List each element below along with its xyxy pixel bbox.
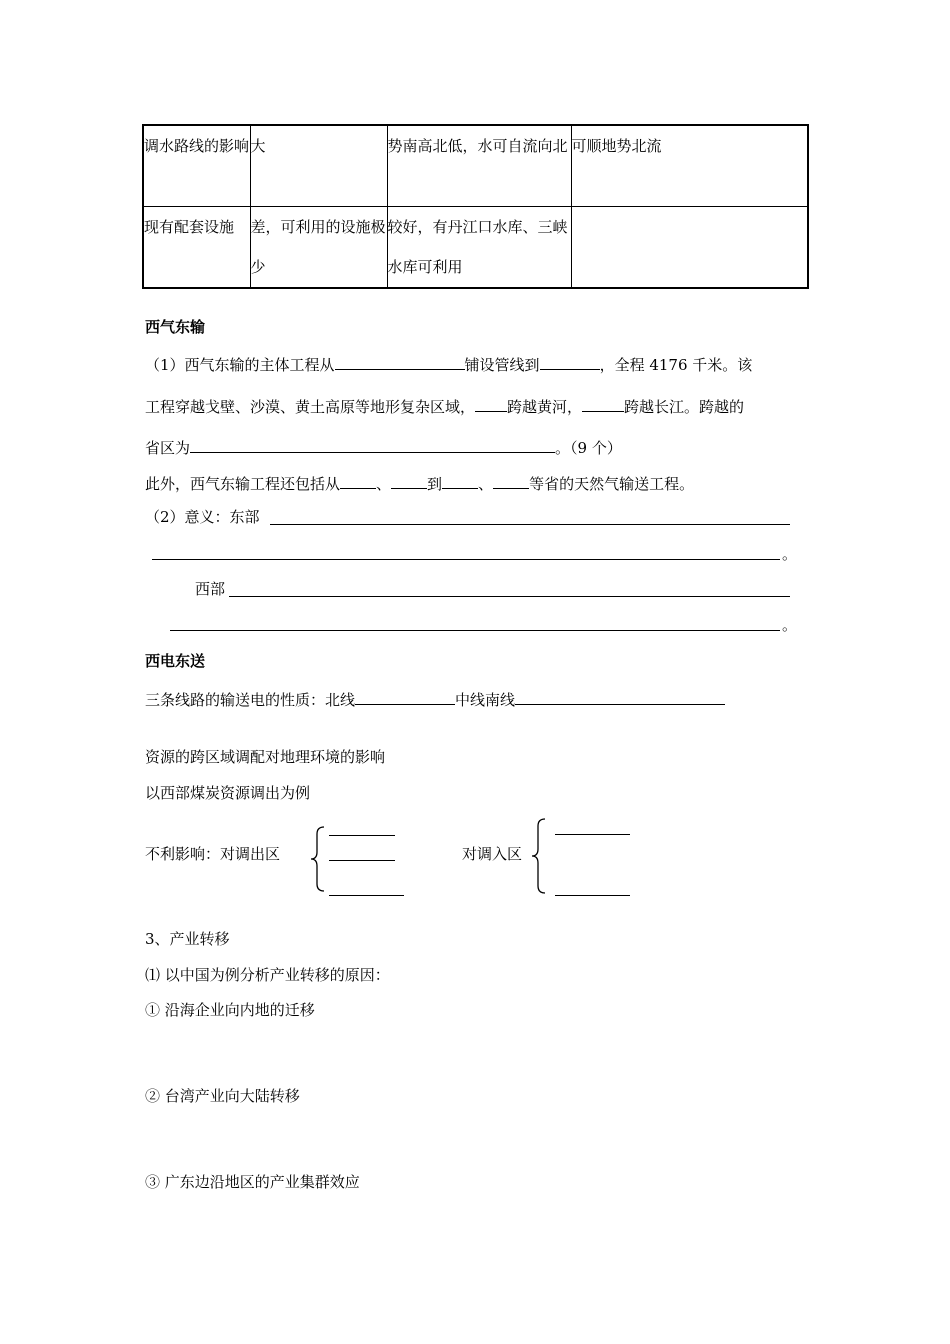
table-row <box>143 125 808 206</box>
text: 跨越黄河， <box>507 398 583 416</box>
text: 跨越长江。跨越的 <box>624 398 745 416</box>
text: 、 <box>478 475 494 493</box>
table-cell: 差，可利用的设施极少 <box>250 206 387 288</box>
text: 此外，西气东输工程还包括从 <box>145 475 341 493</box>
text: 中线南线 <box>455 691 516 709</box>
answer-line[interactable] <box>555 834 630 835</box>
fill-blank[interactable] <box>355 688 455 705</box>
fill-blank[interactable] <box>493 472 529 489</box>
period: 。 <box>782 545 798 563</box>
period: 。 <box>782 616 798 634</box>
env-title: 资源的跨区域调配对地理环境的影响 <box>145 748 386 766</box>
industry-item-1: ① 沿海企业向内地的迁移 <box>145 1001 315 1019</box>
import-region-label: 对调入区 <box>462 845 523 863</box>
text: 三条线路的输送电的性质：北线 <box>145 691 356 709</box>
power-lines <box>145 688 725 709</box>
gas-paragraph-3 <box>145 436 622 457</box>
answer-line[interactable] <box>329 860 395 861</box>
table-cell: 较好，有丹江口水库、三峡水库可利用 <box>387 206 571 288</box>
section-title-gas: 西气东输 <box>145 318 206 336</box>
text: 。（9 个） <box>555 439 622 457</box>
gas-paragraph-4 <box>145 472 694 493</box>
answer-line[interactable] <box>170 630 780 631</box>
answer-line[interactable] <box>229 596 790 597</box>
industry-question: ⑴ 以中国为例分析产业转移的原因： <box>145 966 390 984</box>
answer-line[interactable] <box>152 559 780 560</box>
left-brace-icon <box>531 818 547 894</box>
industry-item-3: ③ 广东边沿地区的产业集群效应 <box>145 1173 360 1191</box>
table-cell: 调水路线的影响 <box>143 125 250 206</box>
fill-blank[interactable] <box>391 472 427 489</box>
env-example: 以西部煤炭资源调出为例 <box>145 784 311 802</box>
fill-blank[interactable] <box>340 472 376 489</box>
text: 、 <box>376 475 392 493</box>
comparison-table <box>142 124 809 289</box>
answer-line[interactable] <box>329 835 395 836</box>
text: 铺设管线到 <box>464 356 540 374</box>
table-cell: 现有配套设施 <box>143 206 250 288</box>
fill-blank[interactable] <box>582 395 624 412</box>
text: 等省的天然气输送工程。 <box>529 475 695 493</box>
gas-paragraph-2 <box>145 395 744 416</box>
west-label: 西部 <box>195 580 226 598</box>
bad-impact-label: 不利影响：对调出区 <box>145 845 281 863</box>
text: 省区为 <box>145 439 191 457</box>
table-cell <box>571 206 808 288</box>
fill-blank[interactable] <box>540 353 600 370</box>
text: 到 <box>427 475 443 493</box>
text: ，全程 4176 千米。该 <box>599 356 753 374</box>
text: （1）西气东输的主体工程从 <box>145 356 335 374</box>
fill-blank[interactable] <box>335 353 465 370</box>
fill-blank[interactable] <box>515 688 725 705</box>
table-cell: 大 <box>250 125 387 206</box>
answer-line[interactable] <box>555 895 630 896</box>
gas-paragraph-1 <box>145 353 752 374</box>
section-title-power: 西电东送 <box>145 652 206 670</box>
fill-blank[interactable] <box>190 436 555 453</box>
table-cell: 可顺地势北流 <box>571 125 808 206</box>
fill-blank[interactable] <box>442 472 478 489</box>
table-cell: 势南高北低，水可自流向北 <box>387 125 571 206</box>
industry-item-2: ② 台湾产业向大陆转移 <box>145 1087 300 1105</box>
answer-line[interactable] <box>270 524 790 525</box>
industry-title: 3、产业转移 <box>145 930 230 948</box>
text: 工程穿越戈壁、沙漠、黄土高原等地形复杂区域， <box>145 398 476 416</box>
left-brace-icon <box>310 826 326 892</box>
fill-blank[interactable] <box>475 395 507 412</box>
significance-label: （2）意义：东部 <box>145 508 260 526</box>
answer-line[interactable] <box>329 895 404 896</box>
table-row <box>143 206 808 288</box>
